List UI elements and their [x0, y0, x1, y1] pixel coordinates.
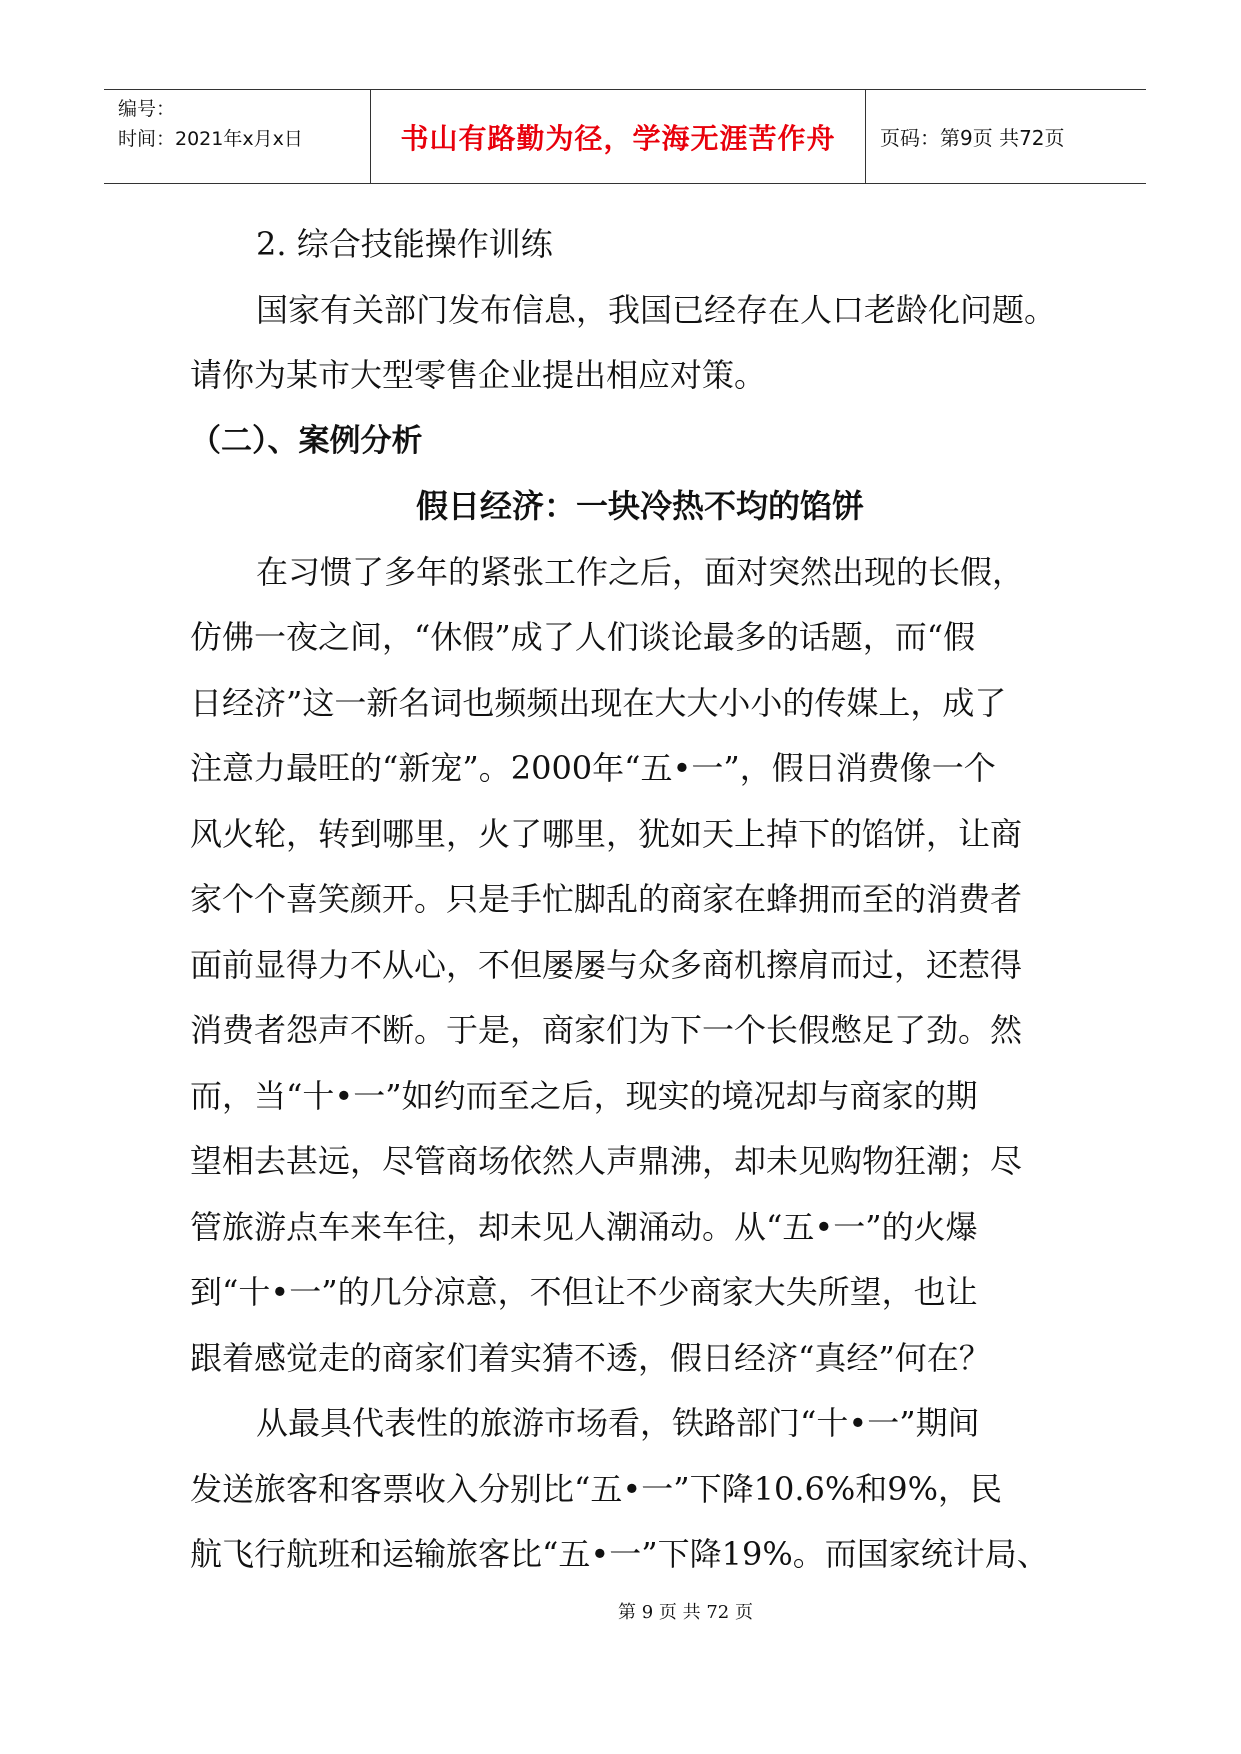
paragraph-line: 发送旅客和客票收入分别比“五•一”下降10.6%和9%，民	[190, 1469, 1003, 1508]
paragraph-line: 管旅游点车来车往，却未见人潮涌动。从“五•一”的火爆	[190, 1207, 978, 1246]
paragraph-line: 家个个喜笑颜开。只是手忙脚乱的商家在蜂拥而至的消费者	[190, 880, 1023, 918]
header-meta	[104, 90, 371, 183]
paragraph-line: 消费者怨声不断。于是，商家们为下一个长假憋足了劲。然	[190, 1011, 1023, 1049]
paragraph-line: 风火轮，转到哪里，火了哪里，犹如天上掉下的馅饼，让商	[190, 814, 1023, 853]
paragraph-line: 到“十•一”的几分凉意，不但让不少商家大失所望，也让	[190, 1273, 978, 1311]
case-title: 假日经济：一块冷热不均的馅饼	[415, 487, 864, 525]
header-page-code: 页码：第9页 共72页	[880, 126, 1065, 150]
paragraph-line: 注意力最旺的“新宠”。2000年“五•一”，假日消费像一个	[190, 749, 996, 787]
number-label: 编号：	[118, 98, 176, 120]
paragraph-line: 面前显得力不从心，不但屡屡与众多商机擦肩而过，还惹得	[190, 945, 1023, 984]
paragraph-line: 请你为某市大型零售企业提出相应对策。	[190, 356, 767, 394]
subsection-heading: 2. 综合技能操作训练	[256, 225, 553, 263]
paragraph-line: 仿佛一夜之间，“休假”成了人们谈论最多的话题，而“假	[190, 618, 976, 656]
paragraph-line: 从最具代表性的旅游市场看，铁路部门“十•一”期间	[256, 1404, 980, 1442]
paragraph-line: 而，当“十•一”如约而至之后，现实的境况却与商家的期	[190, 1076, 978, 1115]
time-label: 时间：2021年x月x日	[118, 128, 303, 150]
paragraph-line: 望相去甚远，尽管商场依然人声鼎沸，却未见购物狂潮；尽	[190, 1142, 1023, 1180]
paragraph-line: 航飞行航班和运输旅客比“五•一”下降19%。而国家统计局、	[190, 1535, 1049, 1573]
paragraph-line: 日经济”这一新名词也频频出现在大大小小的传媒上，成了	[190, 683, 1007, 722]
document-body	[190, 212, 1070, 1588]
page-footer: 第 9 页 共 72 页	[618, 1602, 753, 1623]
paragraph-line: 在习惯了多年的紧张工作之后，面对突然出现的长假，	[256, 552, 1025, 591]
paragraph-line: 国家有关部门发布信息，我国已经存在人口老龄化问题。	[256, 290, 1057, 329]
document-header	[104, 89, 1146, 184]
header-motto: 书山有路勤为径，学海无涯苦作舟	[371, 90, 866, 183]
paragraph-line: 跟着感觉走的商家们着实猜不透，假日经济“真经”何在？	[190, 1338, 991, 1377]
section-heading: （二）、案例分析	[190, 422, 423, 459]
